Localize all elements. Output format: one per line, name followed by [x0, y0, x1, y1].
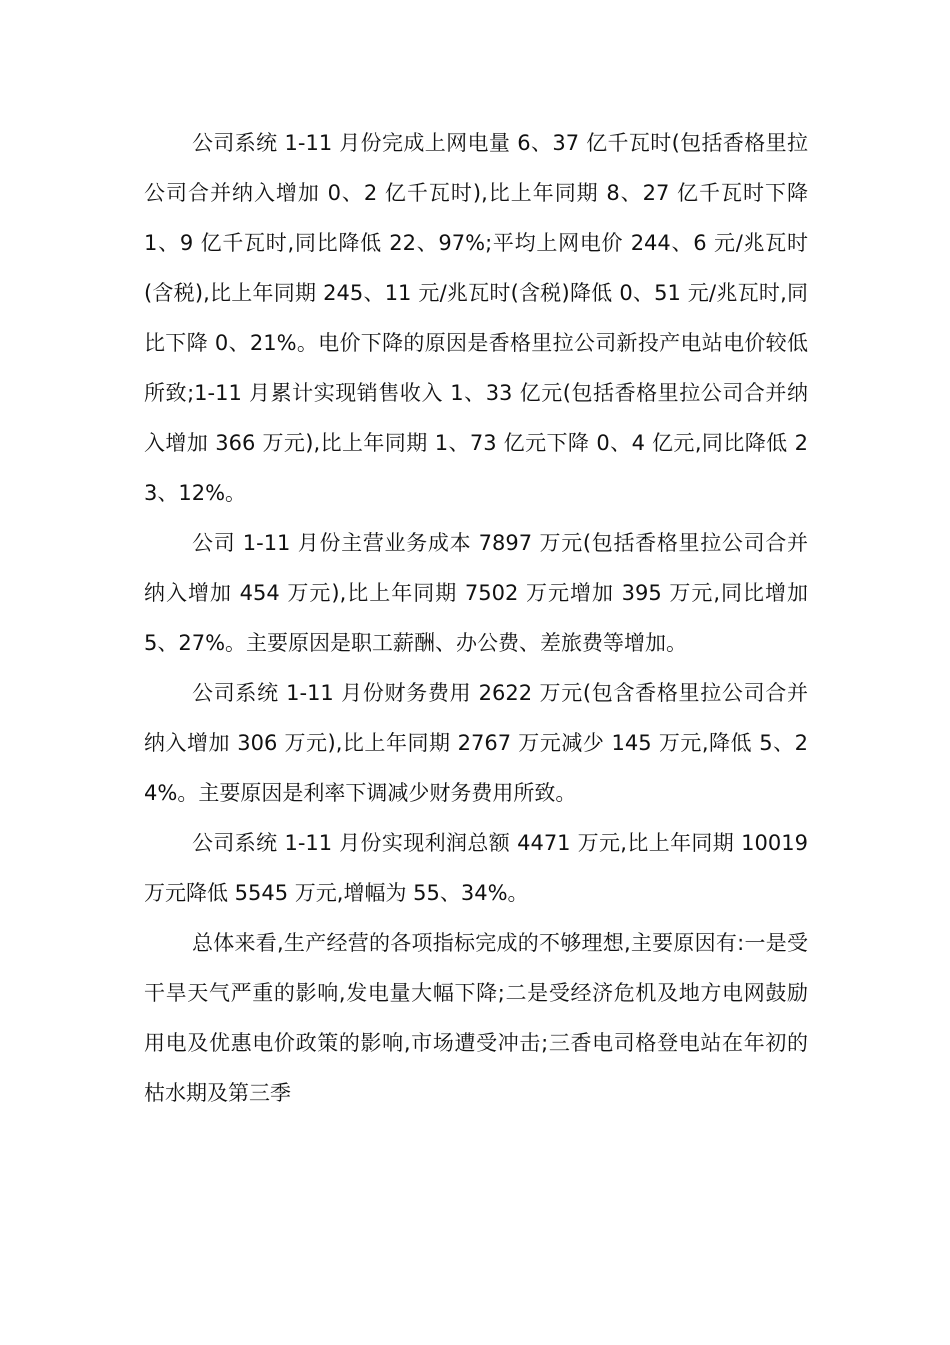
paragraph-power-generation: 公司系统 1-11 月份完成上网电量 6、37 亿千瓦时(包括香格里拉公司合并纳入增加 0、2 亿千瓦时),比上年同期 8、27 亿千瓦时下降 1、9 亿千瓦时,同比降低 22、97%;平均上网电价 244、6 元/兆瓦时(含税),比上年同期 245、11 元/兆瓦时(含税)降低 0、51 元/兆瓦时,同比下降 0、21%。电价下降的原因是香格里拉公司新投产电站电价较低所致;1-11 月累计实现销售收入 1、33 亿元(包括香格里拉公司合并纳入增加 366 万元),比上年同期 1、73 亿元下降 0、4 亿元,同比降低 23、12%。: [144, 131, 808, 505]
paragraph-total-profit: 公司系统 1-11 月份实现利润总额 4471 万元,比上年同期 10019 万元降低 5545 万元,增幅为 55、34%。: [144, 831, 808, 905]
paragraph-financial-expense: 公司系统 1-11 月份财务费用 2622 万元(包含香格里拉公司合并纳入增加 306 万元),比上年同期 2767 万元减少 145 万元,降低 5、24%。主要原因是利率下调减少财务费用所致。: [144, 681, 808, 805]
document-body: [144, 118, 808, 1118]
paragraph-overall-summary: 总体来看,生产经营的各项指标完成的不够理想,主要原因有:一是受干旱天气严重的影响,发电量大幅下降;二是受经济危机及地方电网鼓励用电及优惠电价政策的影响,市场遭受冲击;三香电司格登电站在年初的枯水期及第三季: [144, 931, 808, 1105]
paragraph-operating-cost: 公司 1-11 月份主营业务成本 7897 万元(包括香格里拉公司合并纳入增加 454 万元),比上年同期 7502 万元增加 395 万元,同比增加 5、27%。主要原因是职工薪酬、办公费、差旅费等增加。: [144, 531, 808, 655]
